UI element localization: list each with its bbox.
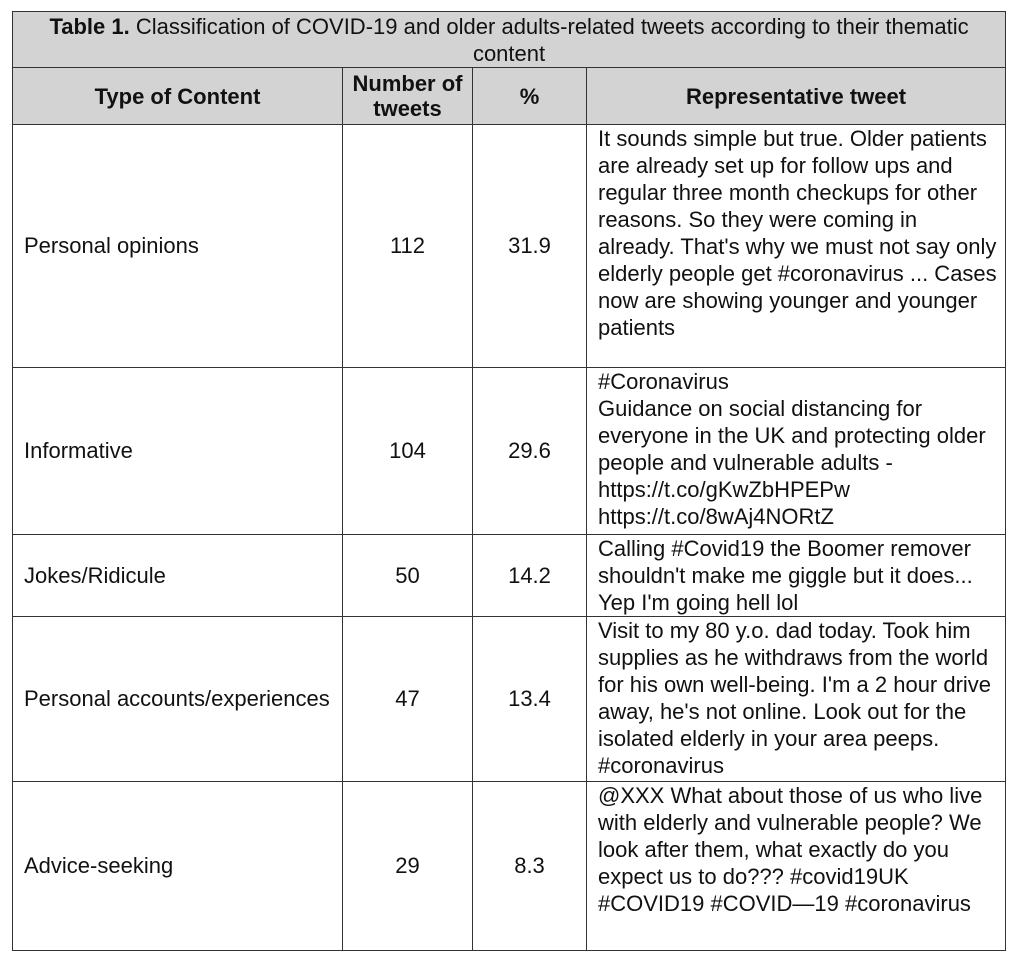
cell-tweet: Visit to my 80 y.o. dad today. Took him supplies as he withdraws from the world for his own well-being. I'm a 2 hour drive away, he's not online. Look out for the isolated elderly in your area peeps. #coronavirus <box>587 617 1006 782</box>
table-row <box>13 368 1006 535</box>
header-tweet: Representative tweet <box>587 68 1006 125</box>
cell-tweet: #Coronavirus Guidance on social distancing for everyone in the UK and protecting older people and vulnerable adults - https://t.co/gKwZbHPEPw https://t.co/8wAj4NORtZ <box>587 368 1006 535</box>
table-caption <box>13 12 1006 68</box>
cell-number: 112 <box>343 125 473 368</box>
header-type: Type of Content <box>13 68 343 125</box>
header-number: Number of tweets <box>343 68 473 125</box>
cell-number: 29 <box>343 782 473 951</box>
table-row <box>13 535 1006 617</box>
caption-text: Classification of COVID-19 and older adults-related tweets according to their thematic content <box>129 13 969 66</box>
cell-percent: 29.6 <box>473 368 587 535</box>
cell-percent: 31.9 <box>473 125 587 368</box>
table-row <box>13 125 1006 368</box>
cell-type: Personal accounts/experiences <box>13 617 343 782</box>
cell-tweet: Calling #Covid19 the Boomer remover shouldn't make me giggle but it does... Yep I'm going hell lol <box>587 535 1006 617</box>
cell-percent: 8.3 <box>473 782 587 951</box>
table-row <box>13 617 1006 782</box>
header-percent: % <box>473 68 587 125</box>
header-row <box>13 68 1006 125</box>
cell-percent: 13.4 <box>473 617 587 782</box>
caption-label: Table 1. <box>49 13 130 39</box>
cell-type: Informative <box>13 368 343 535</box>
classification-table <box>12 11 1006 951</box>
cell-tweet: @XXX What about those of us who live with elderly and vulnerable people? We look after them, what exactly do you expect us to do??? #covid19UK #COVID19 #COVID—19 #coronavirus <box>587 782 1006 951</box>
caption-row <box>13 12 1006 68</box>
cell-number: 50 <box>343 535 473 617</box>
cell-type: Advice-seeking <box>13 782 343 951</box>
cell-percent: 14.2 <box>473 535 587 617</box>
cell-type: Personal opinions <box>13 125 343 368</box>
cell-number: 47 <box>343 617 473 782</box>
cell-type: Jokes/Ridicule <box>13 535 343 617</box>
table-row <box>13 782 1006 951</box>
table-container <box>12 11 1005 951</box>
cell-number: 104 <box>343 368 473 535</box>
cell-tweet: It sounds simple but true. Older patients are already set up for follow ups and regular three month checkups for other reasons. So they were coming in already. That's why we must not say only elderly people get #coronavirus ... Cases now are showing younger and younger patients <box>587 125 1006 368</box>
